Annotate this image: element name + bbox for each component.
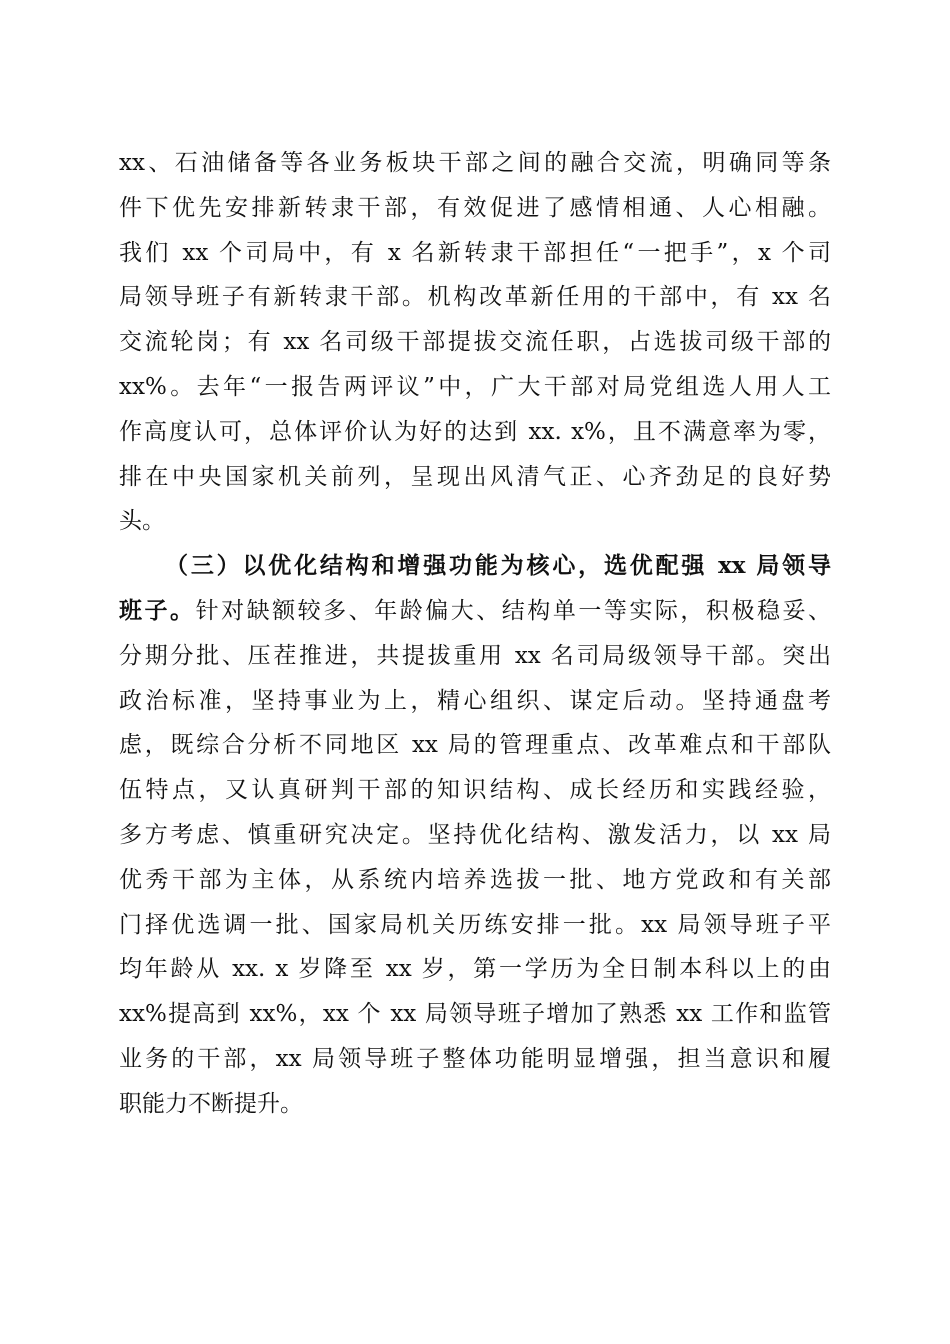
paragraph-1 xyxy=(119,141,831,544)
text-line: 交流轮岗；有 xx 名司级干部提拔交流任职，占选拔司级干部的 xyxy=(119,329,831,356)
text-line: 伍特点，又认真研判干部的知识结构、成长经历和实践经验， xyxy=(119,777,831,804)
text-line: 头。 xyxy=(119,508,165,535)
text-line: 分期分批、压茬推进，共提拔重用 xx 名司局级领导干部。突出 xyxy=(119,642,831,669)
text-line: 业务的干部，xx 局领导班子整体功能明显增强，担当意识和履 xyxy=(119,1045,831,1072)
text-line-rest: 针对缺额较多、年龄偏大、结构单一等实际，积极稳妥、 xyxy=(195,597,832,624)
text-line: 优秀干部为主体，从系统内培养选拔一批、地方党政和有关部 xyxy=(119,866,831,893)
text-line: 排在中央国家机关前列，呈现出风清气正、心齐劲足的良好势 xyxy=(119,463,831,490)
text-line: 我们 xx 个司局中，有 x 名新转隶干部担任“一把手”，x 个司 xyxy=(119,239,831,266)
paragraph-2 xyxy=(119,544,831,1126)
section-heading: （三）以优化结构和增强功能为核心，选优配强 xx 局领导 xyxy=(165,552,831,580)
text-line: 虑，既综合分析不同地区 xx 局的管理重点、改革难点和干部队 xyxy=(119,732,831,759)
text-line: 门择优选调一批、国家局机关历练安排一批。xx 局领导班子平 xyxy=(119,911,831,938)
text-line: 作高度认可，总体评价认为好的达到 xx. x%，且不满意率为零， xyxy=(119,418,831,445)
document-body xyxy=(119,141,831,1127)
text-line: xx%。去年“一报告两评议”中，广大干部对局党组选人用人工 xyxy=(119,373,831,400)
text-line: 职能力不断提升。 xyxy=(119,1090,303,1117)
text-line: 多方考虑、慎重研究决定。坚持优化结构、激发活力，以 xx 局 xyxy=(119,821,831,848)
text-line xyxy=(119,589,831,634)
text-line: 均年龄从 xx. x 岁降至 xx 岁，第一学历为全日制本科以上的由 xyxy=(119,956,831,983)
text-line: xx%提高到 xx%，xx 个 xx 局领导班子增加了熟悉 xx 工作和监管 xyxy=(119,1001,831,1028)
text-line: xx、石油储备等各业务板块干部之间的融合交流，明确同等条 xyxy=(119,150,831,176)
section-heading-end: 班子。 xyxy=(119,596,196,624)
text-line: 政治标准，坚持事业为上，精心组织、谋定后动。坚持通盘考 xyxy=(119,687,831,714)
text-line: 件下优先安排新转隶干部，有效促进了感情相通、人心相融。 xyxy=(119,194,831,221)
text-line: 局领导班子有新转隶干部。机构改革新任用的干部中，有 xx 名 xyxy=(119,284,831,311)
